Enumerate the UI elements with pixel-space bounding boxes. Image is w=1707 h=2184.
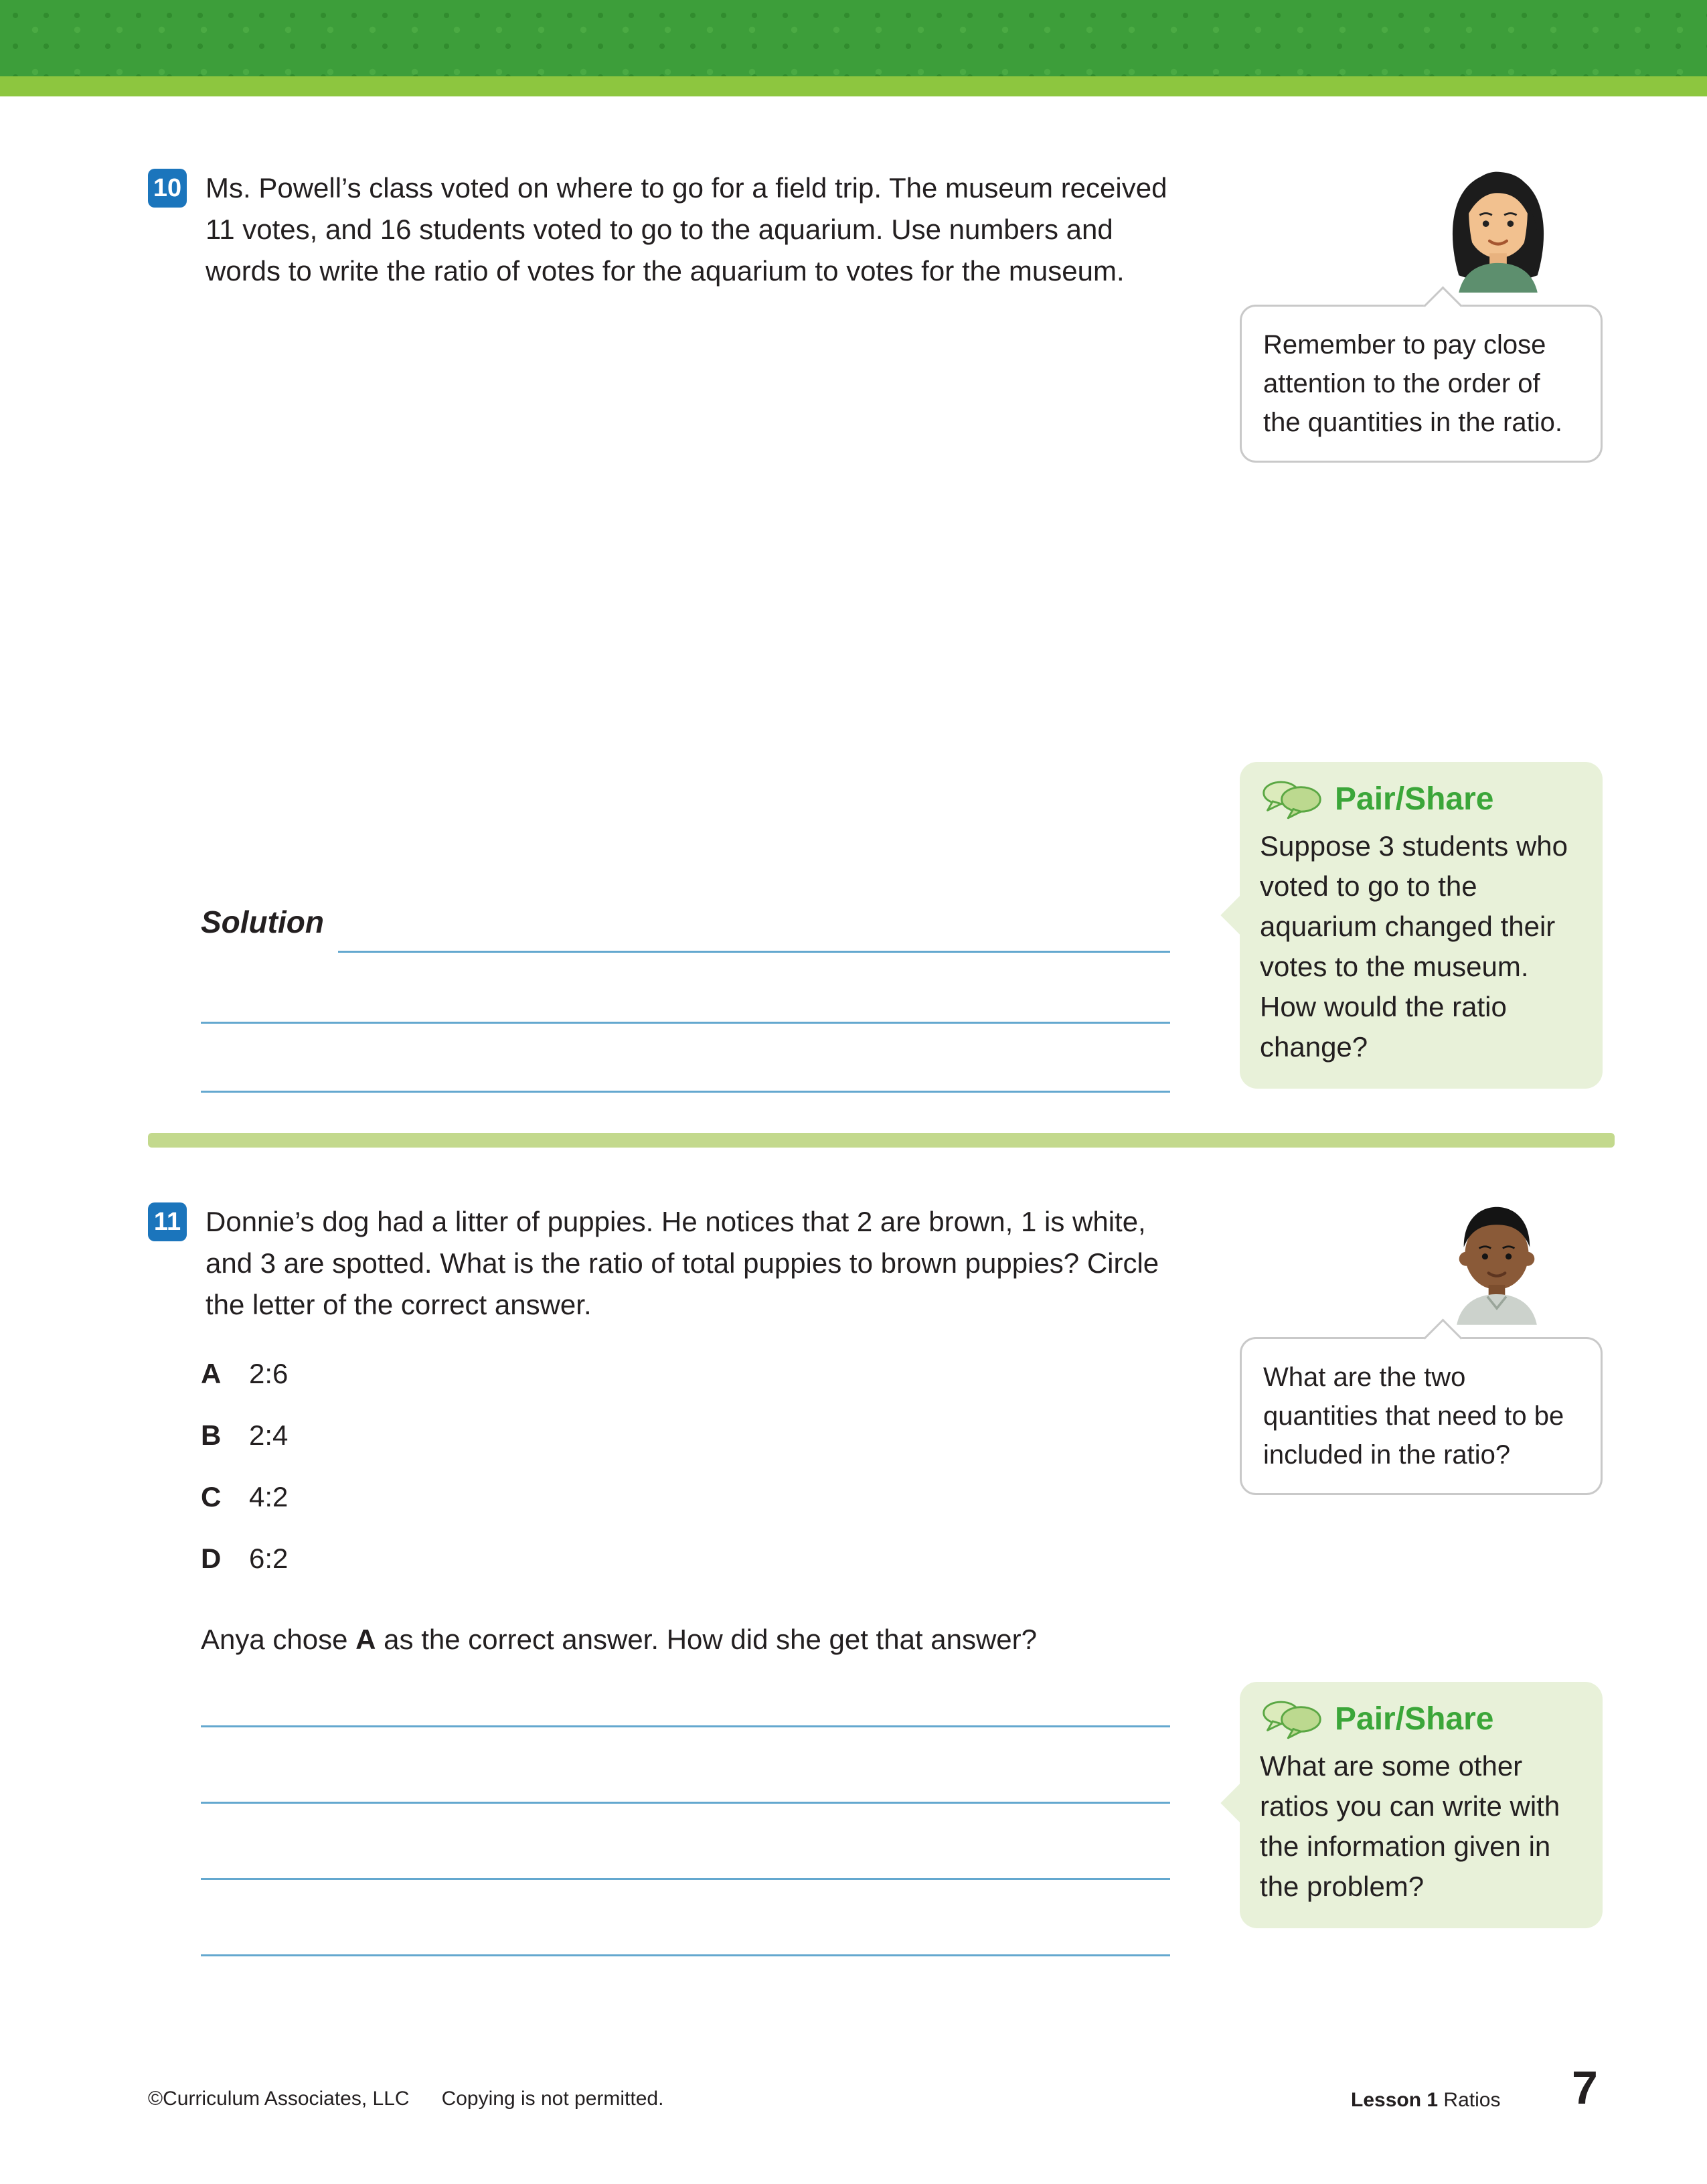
- question-10-number-badge: 10: [148, 169, 187, 208]
- option-a-value: 2:6: [249, 1358, 289, 1389]
- copyright-text: ©Curriculum Associates, LLC: [148, 2088, 410, 2110]
- answer-options: [201, 1343, 288, 1589]
- option-c-letter: C: [201, 1481, 222, 1512]
- pair-share-header: [1260, 1698, 1582, 1739]
- pair-share-bubble-q11: [1240, 1682, 1603, 1928]
- question-10-text: Ms. Powell’s class voted on where to go for a field trip. The museum received 11 votes, and 16 students voted to go to the aquarium. Use numbers and words to write the ratio of votes for the aquarium to votes for the museum.: [206, 172, 1167, 287]
- hint-bubble-q11: [1240, 1337, 1603, 1495]
- girl-avatar: [1437, 157, 1560, 293]
- followup-answer-letter: A: [355, 1624, 376, 1655]
- option-b-letter: B: [201, 1419, 222, 1451]
- option-c-value: 4:2: [249, 1481, 289, 1512]
- page-number: 7: [1572, 2061, 1598, 2114]
- pair-share-title: Pair/Share: [1335, 781, 1494, 817]
- option-b[interactable]: [201, 1405, 288, 1466]
- question-11-text: Donnie’s dog had a litter of puppies. He notices that 2 are brown, 1 is white, and 3 are spotted. What is the ratio of total puppies to brown puppies? Circle the letter of the correct answer.: [206, 1206, 1159, 1320]
- header-accent-stripe: [0, 76, 1707, 96]
- lesson-label: Lesson 1: [1351, 2089, 1439, 2111]
- permission-text: Copying is not permitted.: [441, 2088, 664, 2110]
- option-d-value: 6:2: [249, 1543, 289, 1574]
- section-divider: [148, 1133, 1615, 1148]
- solution-write-line-2[interactable]: [201, 1022, 1170, 1024]
- pair-share-icon: [1260, 1698, 1324, 1739]
- answer-write-line-3[interactable]: [201, 1878, 1170, 1880]
- bubble-tail-icon: [1220, 895, 1260, 935]
- pair-share-text-q10: Suppose 3 students who voted to go to the aquarium changed their votes to the museum. How would the ratio change?: [1260, 830, 1568, 1063]
- question-11-number-badge: 11: [148, 1202, 187, 1241]
- solution-label: Solution: [201, 905, 324, 939]
- question-10: [148, 167, 1176, 292]
- option-d[interactable]: [201, 1528, 288, 1589]
- hint-bubble-q10: [1240, 305, 1603, 463]
- option-a-letter: A: [201, 1358, 222, 1389]
- followup-suffix: as the correct answer. How did she get that answer?: [376, 1624, 1038, 1655]
- hint-text-q11: What are the two quantities that need to be included in the ratio?: [1263, 1362, 1564, 1470]
- option-d-letter: D: [201, 1543, 222, 1574]
- option-c[interactable]: [201, 1466, 288, 1528]
- followup-prefix: Anya chose: [201, 1624, 356, 1655]
- option-b-value: 2:4: [249, 1419, 289, 1451]
- hint-text-q10: Remember to pay close attention to the order of the quantities in the ratio.: [1263, 330, 1562, 437]
- pair-share-bubble-q10: [1240, 762, 1603, 1089]
- answer-write-line-4[interactable]: [201, 1954, 1170, 1956]
- followup-prompt: [201, 1619, 1037, 1660]
- pair-share-icon: [1260, 778, 1324, 820]
- solution-write-line-3[interactable]: [201, 1091, 1170, 1093]
- lesson-name: Ratios: [1443, 2089, 1501, 2111]
- header-band: [0, 0, 1707, 76]
- solution-write-line-1[interactable]: [338, 951, 1170, 953]
- bubble-tail-icon: [1220, 1783, 1260, 1822]
- option-a[interactable]: [201, 1343, 288, 1405]
- pair-share-text-q11: What are some other ratios you can write with the information given in the problem?: [1260, 1750, 1560, 1902]
- footer-copyright: [148, 2088, 663, 2110]
- footer-lesson: [1351, 2089, 1500, 2112]
- pair-share-header: [1260, 778, 1582, 820]
- boy-avatar: [1438, 1194, 1556, 1326]
- answer-write-line-2[interactable]: [201, 1802, 1170, 1804]
- pair-share-title: Pair/Share: [1335, 1701, 1494, 1737]
- question-11: [148, 1201, 1176, 1326]
- answer-write-line-1[interactable]: [201, 1725, 1170, 1727]
